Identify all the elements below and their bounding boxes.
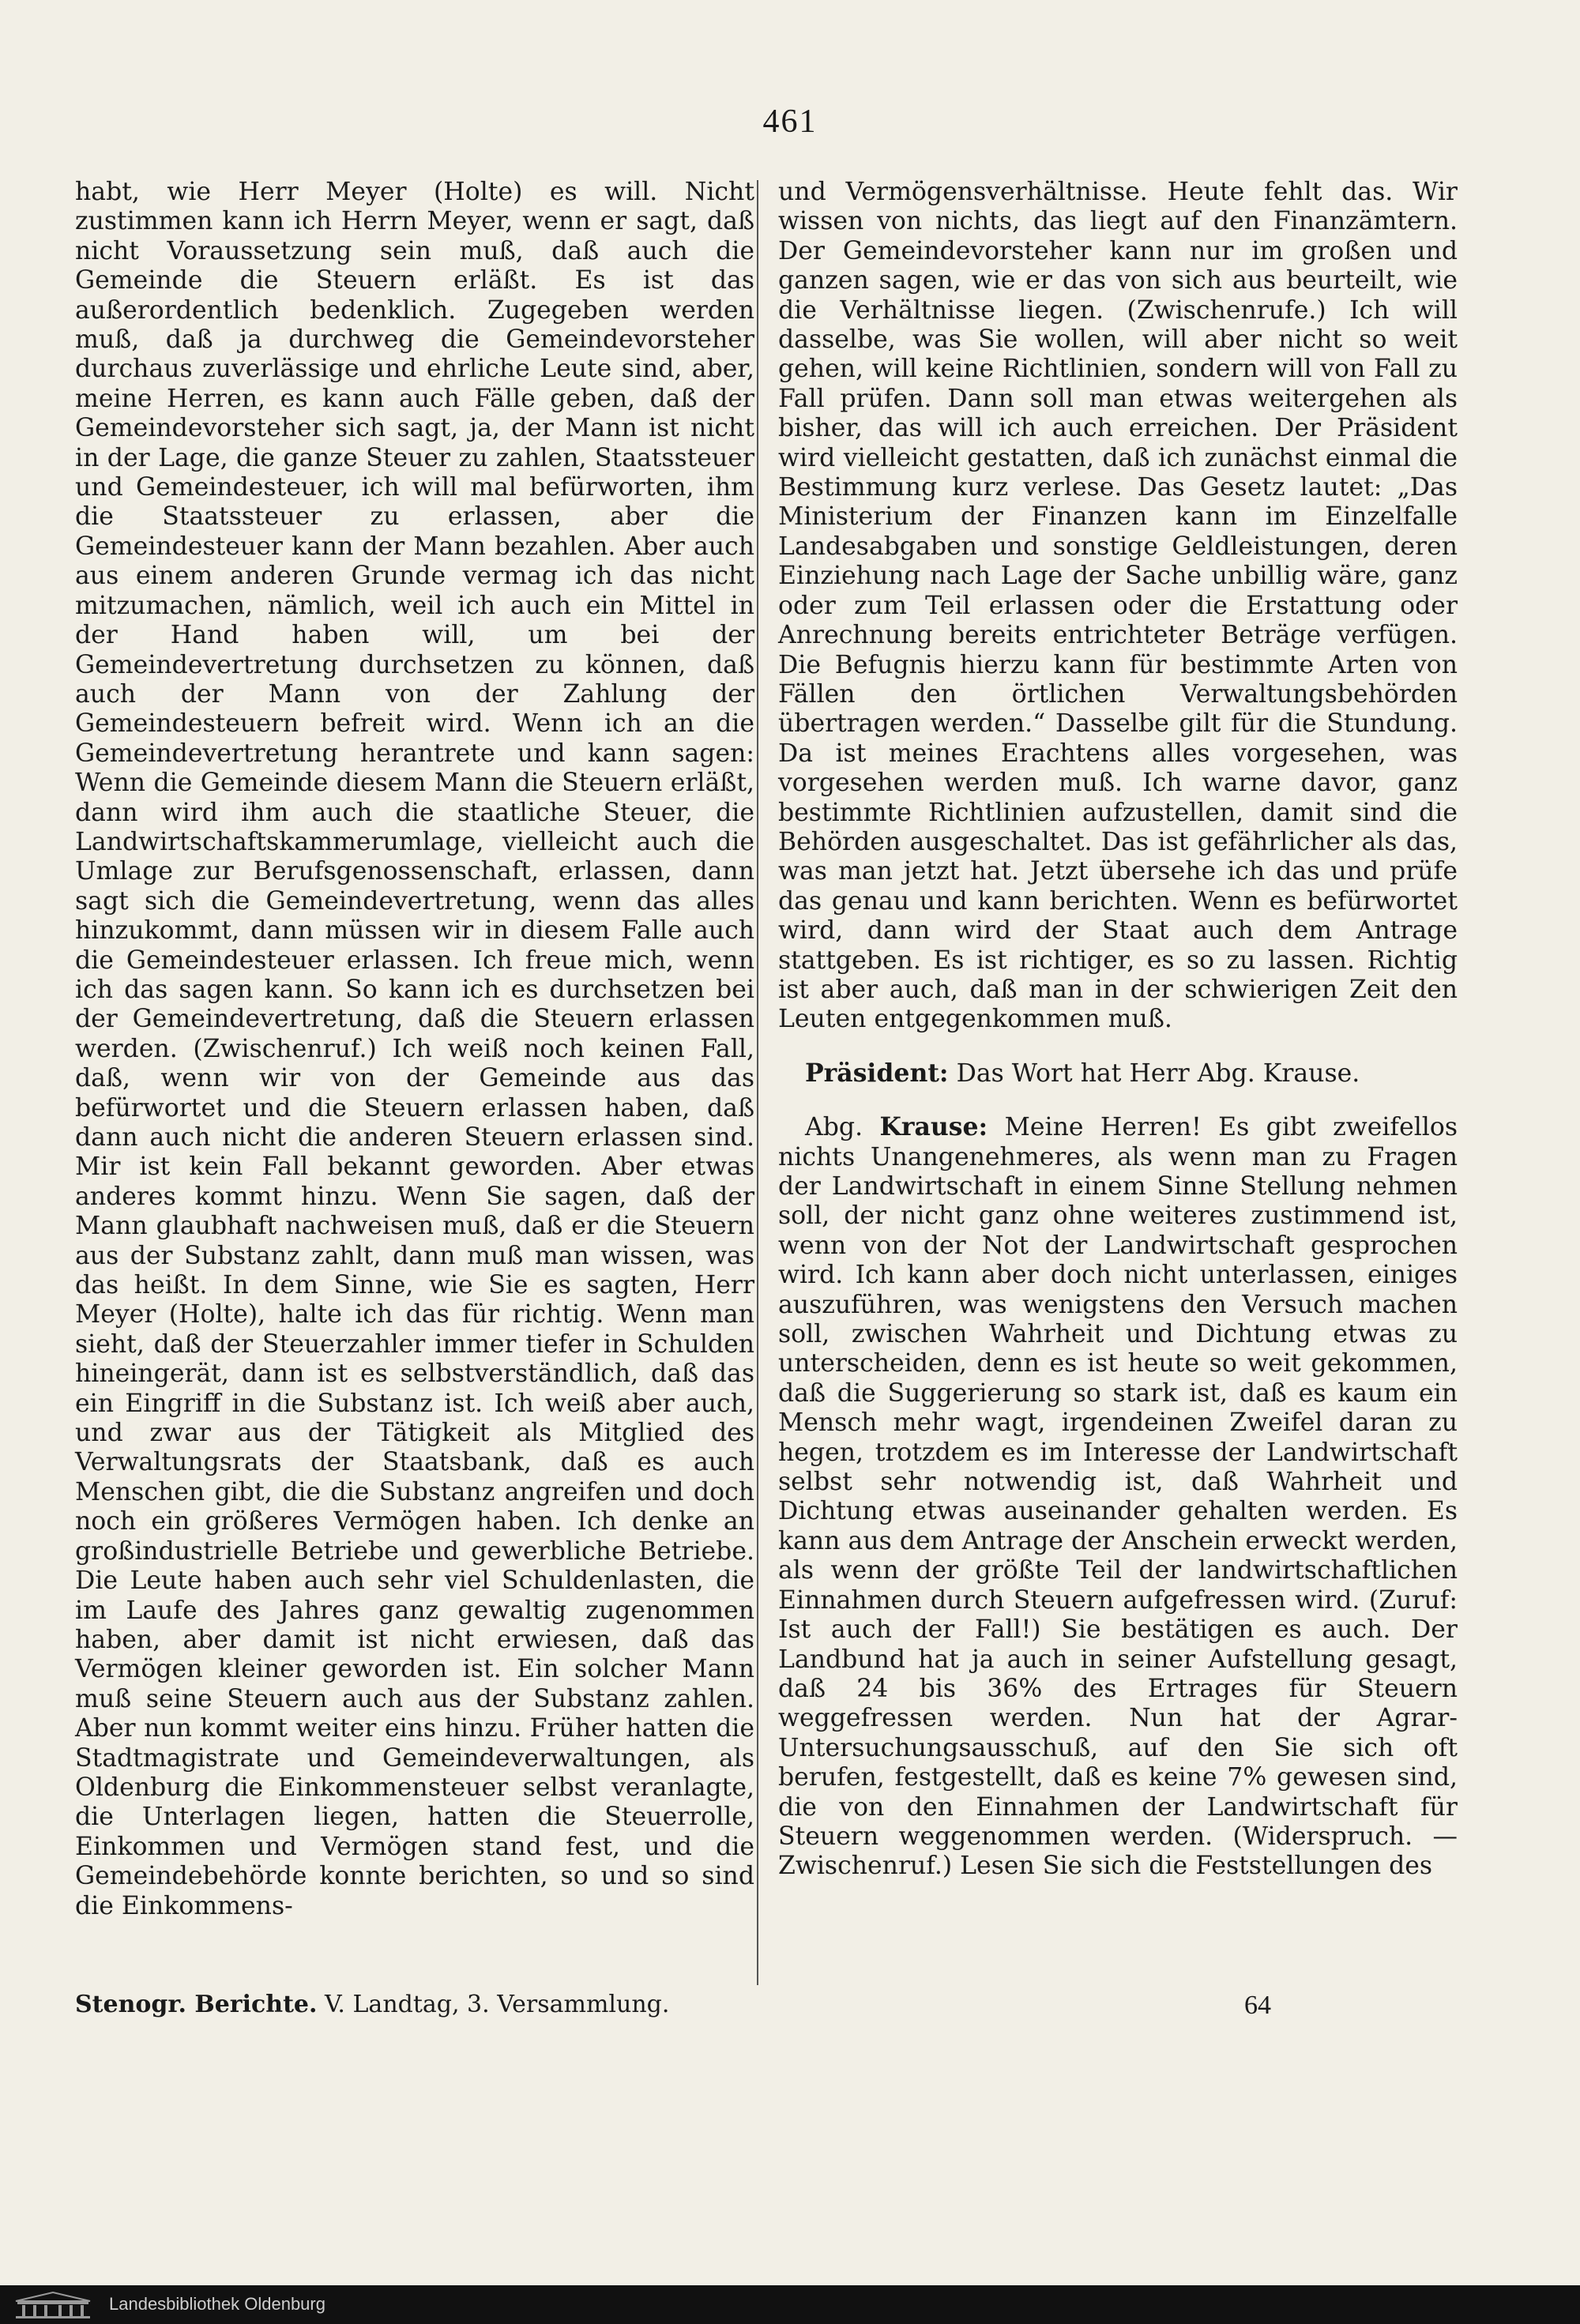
column-divider — [757, 180, 758, 1985]
footer-session: V. Landtag, 3. Versammlung. — [325, 1991, 670, 2018]
page-number: 461 — [762, 103, 818, 140]
krause-text: Meine Herren! Es gibt zweifellos nichts Unangenehmeres, als wenn man zu Fragen der Landwirtschaft in einem Sinne Stellung nehmen soll, der nicht ganz ohne weiteres zustimmend ist, wenn von der Not der Landwirtschaft gesprochen wird. Ich kann aber doch nicht unterlassen, einiges auszuführen, was wenigstens den Versuch machen soll, zwischen Wahrheit und Dichtung etwas zu unterscheiden, denn es ist heute so weit gekommen, daß die Suggerierung so stark ist, daß es kaum ein Mensch mehr wagt, irgendeinen Zweifel daran zu hegen, trotzdem es im Interesse der Landwirtschaft selbst sehr notwendig ist, daß Wahrheit und Dichtung etwas auseinander gehalten werden. Es kann aus dem Antrage der Anschein erweckt werden, als wenn der größte Teil der landwirtschaftlichen Einnahmen durch Steuern aufgefressen wird. (Zuruf: Ist auch der Fall!) Sie bestätigen es auch. Der Landbund hat ja auch in seiner Aufstellung gesagt, daß 24 bis 36% des Ertrages für Steuern weggefressen werden. Nun hat der Agrar-Untersuchungsausschuß, auf den Sie sich oft berufen, festgestellt, daß es keine 7% gewesen sind, die von den Einnahmen der Landwirtschaft für Steuern weggenommen werden. (Widerspruch. — Zwischenruf.) Lesen Sie sich die Feststellungen des — [778, 1113, 1458, 1881]
left-column-paragraph: habt, wie Herr Meyer (Holte) es will. Nicht zustimmen kann ich Herrn Meyer, wenn er sagt, daß nicht Voraussetzung sein muß, daß auch die Gemeinde die Steuern erläßt. Es ist das außerordentlich bedenklich. Zugegeben werden muß, daß ja durchweg die Gemeindevorsteher durchaus zuverlässige und ehrliche Leute sind, aber, meine Herren, es kann auch Fälle geben, daß der Gemeindevorsteher sich sagt, ja, der Mann ist nicht in der Lage, die ganze Steuer zu zahlen, Staatssteuer und Gemeindesteuer, ich will mal befürworten, ihm die Staatssteuer zu erlassen, aber die Gemeindesteuer kann der Mann bezahlen. Aber auch aus einem anderen Grunde vermag ich das nicht mitzumachen, nämlich, weil ich auch ein Mittel in der Hand haben will, um bei der Gemeindevertretung durchsetzen zu können, daß auch der Mann von der Zahlung der Gemeindesteuern befreit wird. Wenn ich an die Gemeindevertretung herantrete und kann sagen: Wenn die Gemeinde diesem Mann die Steuern erläßt, dann wird ihm auch die staatliche Steuer, die Landwirtschaftskammerumlage, vielleicht auch die Umlage zur Berufsgenossenschaft, erlassen, dann sagt sich die Gemeindevertretung, wenn das alles hinzukommt, dann müssen wir in diesem Falle auch die Gemeindesteuer erlassen. Ich freue mich, wenn ich das sagen kann. So kann ich es durchsetzen bei der Gemeindevertretung, daß die Steuern erlassen werden. (Zwischenruf.) Ich weiß noch keinen Fall, daß, wenn wir von der Gemeinde aus das befürwortet und die Steuern erlassen haben, daß dann auch nicht die anderen Steuern erlassen sind. Mir ist kein Fall bekannt geworden. Aber etwas anderes kommt hinzu. Wenn Sie sagen, daß der Mann glaubhaft nachweisen muß, daß er die Steuern aus der Substanz zahlt, dann muß man wissen, was das heißt. In dem Sinne, wie Sie es sagten, Herr Meyer (Holte), halte ich das für richtig. Wenn man sieht, daß der Steuerzahler immer tiefer in Schulden hineingerät, dann ist es selbstverständlich, daß das ein Eingriff in die Substanz ist. Ich weiß aber auch, und zwar aus der Tätigkeit als Mitglied des Verwaltungsrats der Staatsbank, daß es auch Menschen gibt, die die Substanz angreifen und doch noch ein größeres Vermögen haben. Ich denke an großindustrielle Betriebe und gewerbliche Betriebe. Die Leute haben auch sehr viel Schuldenlasten, die im Laufe des Jahres ganz gewaltig zugenommen haben, aber damit ist nicht erwiesen, daß das Vermögen kleiner geworden ist. Ein solcher Mann muß seine Steuern auch aus der Substanz zahlen. Aber nun kommt weiter eins hinzu. Früher hatten die Stadtmagistrate und Gemeindeverwaltungen, als Oldenburg die Einkommensteuer selbst veranlagte, die Unterlagen liegen, hatten die Steuerrolle, Einkommen und Vermögen stand fest, und die Gemeindebehörde konnte berichten, so und so sind die Einkommens- — [75, 178, 754, 1920]
right-column-paragraph: und Vermögensverhältnisse. Heute fehlt das. Wir wissen von nichts, das liegt auf den Finanzämtern. Der Gemeindevorsteher kann nur im großen und ganzen sagen, wie er das von sich aus beurteilt, wie die Verhältnisse liegen. (Zwischenrufe.) Ich will dasselbe, was Sie wollen, will aber nicht so weit gehen, will keine Richtlinien, sondern will von Fall zu Fall prüfen. Dann soll man etwas weitergehen als bisher, das will ich auch erreichen. Der Präsident wird vielleicht gestatten, daß ich zunächst einmal die Bestimmung kurz verlese. Das Gesetz lautet: „Das Ministerium der Finanzen kann im Einzelfalle Landesabgaben und sonstige Geldleistungen, deren Einziehung nach Lage der Sache unbillig wäre, ganz oder zum Teil erlassen oder die Erstattung oder Anrechnung bereits entrichteter Beträge verfügen. Die Befugnis hierzu kann für bestimmte Arten von Fällen den örtlichen Verwaltungsbehörden übertragen werden.“ Dasselbe gilt für die Stundung. Da ist meines Erachtens alles vorgesehen, was vorgesehen werden muß. Ich warne davor, ganz bestimmte Richtlinien aufzustellen, damit sind die Behörden ausgeschaltet. Das ist gefährlicher als das, was man jetzt hat. Jetzt übersehe ich das und prüfe das genau und kann berichten. Wenn es befürwortet wird, dann wird der Staat auch dem Antrage stattgeben. Es ist richtiger, es so zu lassen. Richtig ist aber auch, daß man in der schwierigen Zeit den Leuten entgegenkommen muß. — [778, 178, 1458, 1034]
president-text: Das Wort hat Herr Abg. Krause. — [956, 1059, 1360, 1088]
right-column — [778, 178, 1458, 1882]
library-bar — [0, 2285, 1580, 2324]
left-column — [75, 178, 754, 1921]
president-statement — [778, 1059, 1458, 1089]
krause-title: Abg. — [805, 1113, 863, 1142]
sheet-number: 64 — [1244, 1991, 1271, 2020]
speaker-president: Präsident: — [805, 1058, 949, 1088]
library-building-icon — [9, 2290, 96, 2320]
library-name: Landesbibliothek Oldenburg — [109, 2294, 325, 2314]
speaker-krause: Krause: — [879, 1112, 988, 1142]
footer-journal: Stenogr. Berichte. — [75, 1991, 318, 2018]
page-footer — [75, 1991, 669, 2018]
krause-speech — [778, 1112, 1458, 1882]
